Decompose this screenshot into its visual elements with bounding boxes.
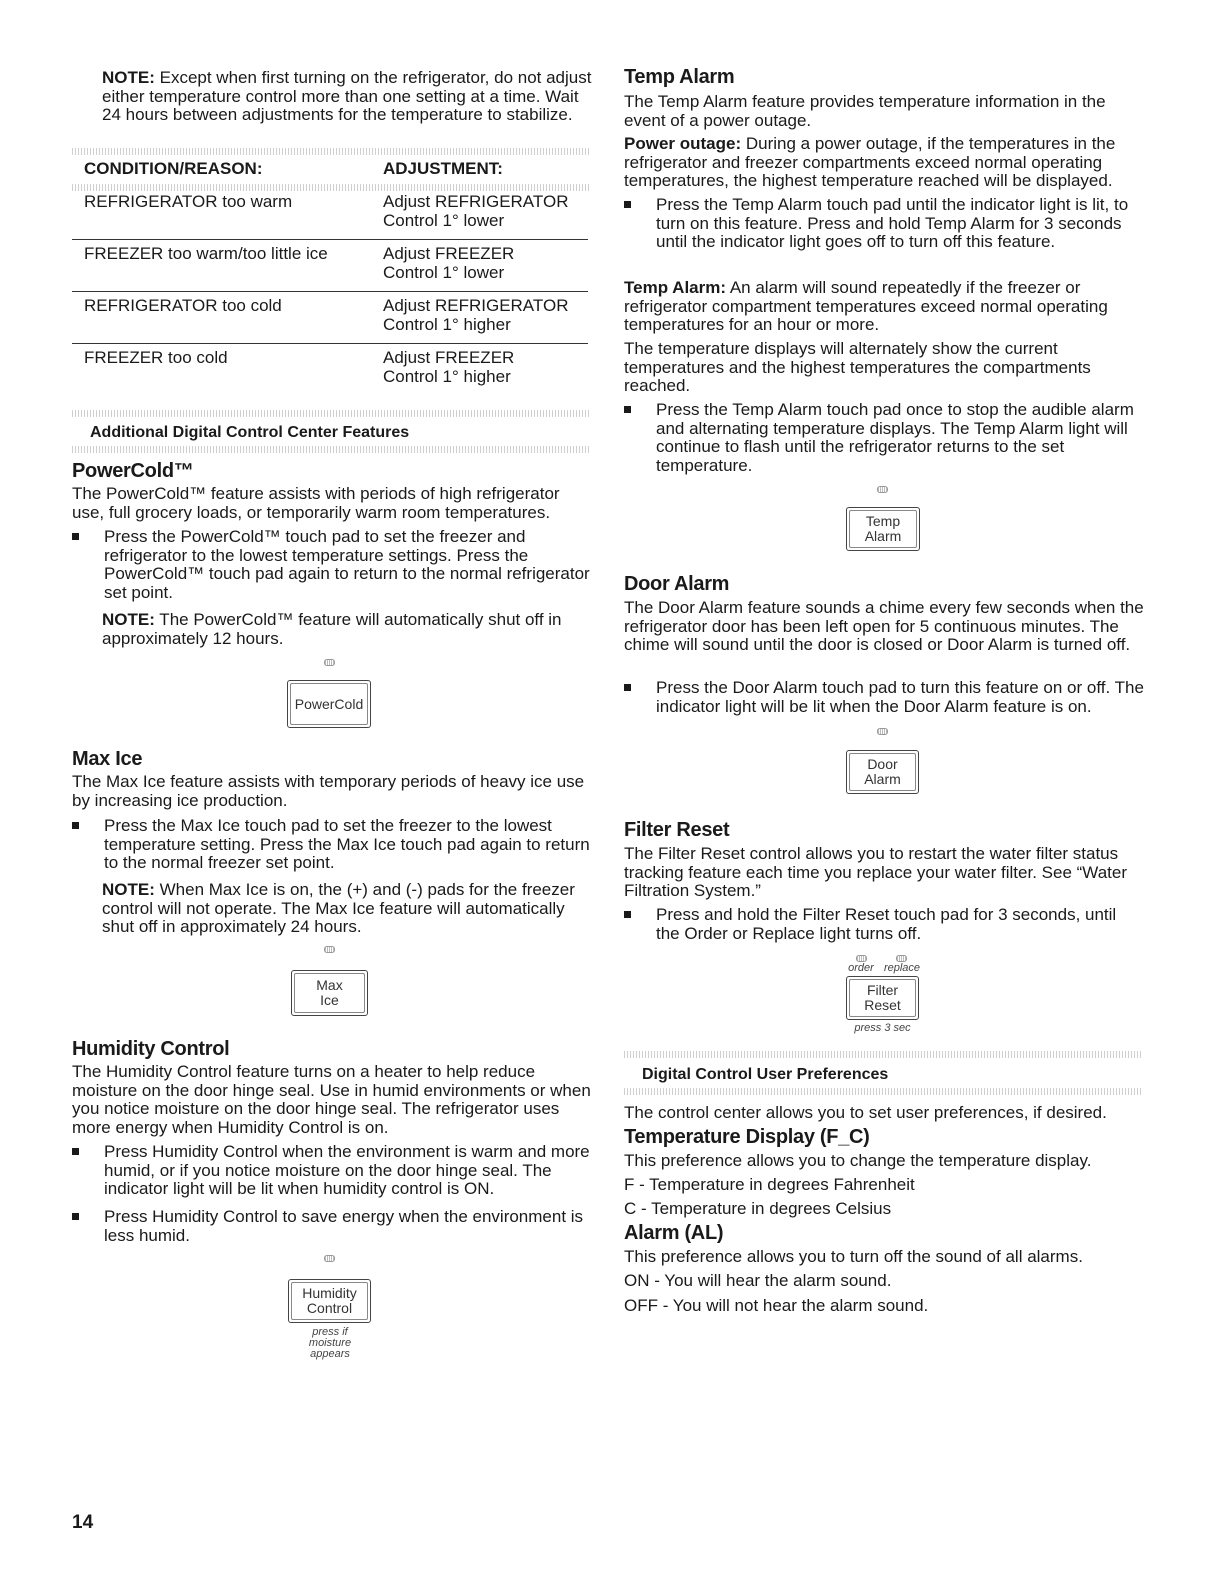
powercold-touch-pad[interactable]: PowerCold	[287, 680, 371, 728]
filter-reset-caption: press 3 sec	[854, 1022, 911, 1034]
bullet-icon	[624, 684, 631, 691]
dooralarm-bullet: Press the Door Alarm touch pad to turn this feature on or off. The indicator light will be lit when the Door Alarm feature is on.	[624, 679, 1144, 716]
bullet-icon	[72, 1213, 79, 1220]
table-row-divider	[72, 291, 588, 292]
tempalarm-bullet: Press the Temp Alarm touch pad until the indicator light is lit, to turn on this feature. Press and hold Temp Alarm for 3 seconds until the indicator light goes off to turn off this feature.	[624, 196, 1144, 252]
table-row-divider	[72, 343, 588, 344]
table-header-divider	[72, 184, 590, 191]
order-indicator-icon	[856, 955, 867, 962]
tempalarm-body2: The temperature displays will alternately show the current temperatures and the highest temperatures the compartments reached.	[624, 339, 1091, 396]
humidity-pad-caption: press if moisture appears	[308, 1326, 352, 1360]
bullet-icon	[72, 822, 79, 829]
humidity-bullet: Press Humidity Control when the environment is warm and more humid, or if you notice moisture on the door hinge seal. The indicator light will be lit when humidity control is ON.	[72, 1143, 592, 1199]
humidity-control-touch-pad[interactable]: Humidity Control	[288, 1279, 371, 1323]
temp-alarm-touch-pad[interactable]: Temp Alarm	[846, 507, 920, 551]
maxice-note: NOTE: When Max Ice is on, the (+) and (-) pads for the freezer control will not operate. The Max Ice feature will automatically shut off in approximately 24 hours.	[102, 880, 575, 937]
table-top-divider	[72, 148, 590, 155]
table-header-condition: CONDITION/REASON:	[84, 159, 263, 178]
heading-alarm-al: Alarm (AL)	[624, 1222, 724, 1244]
temp-display-f: F - Temperature in degrees Fahrenheit	[624, 1175, 915, 1194]
indicator-light-icon	[877, 486, 888, 493]
label-replace: replace	[883, 962, 921, 974]
bullet-icon	[624, 911, 631, 918]
tempalarm-body: The Temp Alarm feature provides temperature information in the event of a power outage.	[624, 92, 1106, 130]
alarm-body: This preference allows you to turn off the sound of all alarms.	[624, 1247, 1083, 1266]
alarm-off: OFF - You will not hear the alarm sound.	[624, 1296, 929, 1315]
indicator-light-icon	[877, 728, 888, 735]
filterreset-bullet: Press and hold the Filter Reset touch pad for 3 seconds, until the Order or Replace light turns off.	[624, 906, 1144, 943]
humidity-body: The Humidity Control feature turns on a heater to help reduce moisture on the door hinge seal. Use in humid environments or when you notice moisture on the door hinge seal. The refrigerator uses more energy when Humidity Control is on.	[72, 1062, 591, 1137]
tempalarm-alarm-desc: Temp Alarm: An alarm will sound repeatedly if the freezer or refrigerator compartment temperatures exceed normal operating temperatures for an hour or more.	[624, 278, 1108, 335]
page-number: 14	[72, 1512, 94, 1533]
indicator-light-icon	[324, 1255, 335, 1262]
temp-display-body: This preference allows you to change the temperature display.	[624, 1151, 1092, 1170]
maxice-body: The Max Ice feature assists with temporary periods of heavy ice use by increasing ice production.	[72, 772, 585, 810]
heading-filter-reset: Filter Reset	[624, 819, 730, 841]
section-title-features: Additional Digital Control Center Features	[90, 424, 410, 441]
section-divider	[624, 1088, 1142, 1095]
maxice-bullet: Press the Max Ice touch pad to set the freezer to the lowest temperature setting. Press the Max Ice touch pad again to return to the normal freezer set point.	[72, 817, 592, 873]
dooralarm-body: The Door Alarm feature sounds a chime every few seconds when the refrigerator door has been left open for 5 continuous minutes. The chime will sound until the door is closed or Door Alarm is turned off.	[624, 598, 1144, 655]
section-divider	[624, 1051, 1142, 1058]
humidity-bullet: Press Humidity Control to save energy when the environment is less humid.	[72, 1208, 592, 1245]
bullet-icon	[72, 533, 79, 540]
section-title-preferences: Digital Control User Preferences	[642, 1066, 889, 1083]
alarm-on: ON - You will hear the alarm sound.	[624, 1271, 892, 1290]
temp-display-c: C - Temperature in degrees Celsius	[624, 1199, 892, 1218]
heading-humidity-control: Humidity Control	[72, 1038, 230, 1060]
heading-temperature-display: Temperature Display (F_C)	[624, 1126, 870, 1148]
heading-door-alarm: Door Alarm	[624, 573, 730, 595]
powercold-body: The PowerCold™ feature assists with periods of high refrigerator use, full grocery loads, or temporarily warm room temperatures.	[72, 484, 560, 522]
table-header-adjustment: ADJUSTMENT:	[383, 159, 503, 178]
heading-powercold: PowerCold™	[72, 460, 194, 482]
bullet-icon	[72, 1148, 79, 1155]
replace-indicator-icon	[896, 955, 907, 962]
section-divider	[72, 410, 590, 417]
indicator-light-icon	[324, 659, 335, 666]
filterreset-body: The Filter Reset control allows you to restart the water filter status tracking feature each time you replace your water filter. See “Water Filtration System.”	[624, 844, 1127, 901]
filter-reset-touch-pad[interactable]: Filter Reset	[846, 976, 919, 1020]
door-alarm-touch-pad[interactable]: Door Alarm	[846, 750, 919, 794]
tempalarm-bullet: Press the Temp Alarm touch pad once to stop the audible alarm and alternating temperature displays. The Temp Alarm light will continue to flash until the refrigerator returns to the set temperature.	[624, 401, 1144, 475]
heading-temp-alarm: Temp Alarm	[624, 66, 735, 88]
powercold-bullet: Press the PowerCold™ touch pad to set the freezer and refrigerator to the lowest temperature settings. Press the PowerCold™ touch pad again to return to the normal refrigerator set point.	[72, 528, 592, 602]
tempalarm-power-outage: Power outage: During a power outage, if the temperatures in the refrigerator and freezer compartments exceed normal operating temperatures, the highest temperature reached will be displayed.	[624, 134, 1116, 191]
label-order: order	[848, 962, 874, 974]
prefs-intro: The control center allows you to set user preferences, if desired.	[624, 1103, 1107, 1122]
indicator-light-icon	[324, 946, 335, 953]
note-stabilize: NOTE: Except when first turning on the refrigerator, do not adjust either temperature control more than one setting at a time. Wait 24 hours between adjustments for the temperature to stabilize.	[102, 68, 592, 125]
heading-max-ice: Max Ice	[72, 748, 143, 770]
table-row-divider	[72, 239, 588, 240]
bullet-icon	[624, 406, 631, 413]
max-ice-touch-pad[interactable]: Max Ice	[291, 970, 368, 1016]
bullet-icon	[624, 201, 631, 208]
powercold-note: NOTE: The PowerCold™ feature will automatically shut off in approximately 12 hours.	[102, 610, 562, 648]
section-divider	[72, 446, 590, 453]
